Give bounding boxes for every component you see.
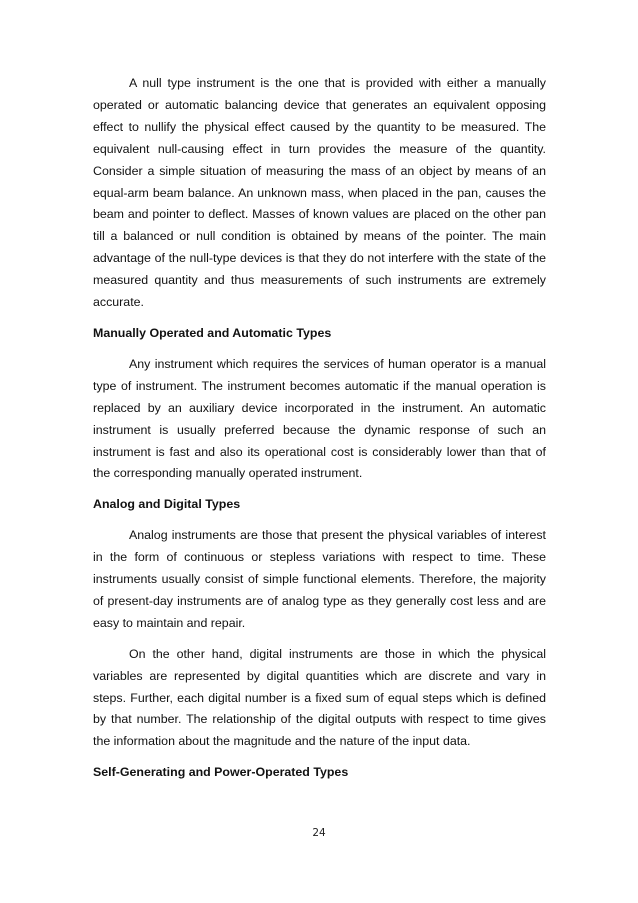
paragraph-manual-automatic: Any instrument which requires the services of human operator is a manual type of instrument. The instrument becomes automatic if the manual operation is replaced by an auxiliary device incorporated in the instrument. An automatic instrument is usually preferred because the dynamic response of such an instrument is fast and also its operational cost is considerably lower than that of the corresponding manually operated instrument. (93, 356, 546, 481)
paragraph-analog: Analog instruments are those that present the physical variables of interest in the form of continuous or stepless variations with respect to time. These instruments usually consist of simple functional elements. Therefore, the majority of present-day instruments are of analog type as they generally cost less and are easy to maintain and repair. (93, 528, 546, 630)
paragraph-digital: On the other hand, digital instruments are those in which the physical variables are represented by digital quantities which are discrete and vary in steps. Further, each digital number is a fixed sum of equal steps which is defined by that number. The relationship of the digital outputs with respect to time gives the information about the magnitude and the nature of the input data. (93, 646, 546, 749)
heading-manual-automatic: Manually Operated and Automatic Types (93, 325, 332, 340)
paragraph-null-type: A null type instrument is the one that is provided with either a manually operated or automatic balancing device that generates an equivalent opposing effect to nullify the physical effect caused by the quantity to be measured. The equivalent null-causing effect in turn provides the measure of the quantity. Consider a simple situation of measuring the mass of an object by means of an equal-arm beam balance. An unknown mass, when placed in the pan, causes the beam and pointer to deflect. Masses of known values are placed on the other pan till a balanced or null condition is obtained by means of the pointer. The main advantage of the null-type devices is that they do not interfere with the state of the measured quantity and thus measurements of such instruments are extremely accurate. (93, 76, 546, 310)
page-number: 24 (312, 827, 326, 839)
heading-analog-digital: Analog and Digital Types (93, 497, 241, 512)
heading-self-generating: Self-Generating and Power-Operated Types (93, 765, 349, 780)
page-content (93, 73, 546, 793)
